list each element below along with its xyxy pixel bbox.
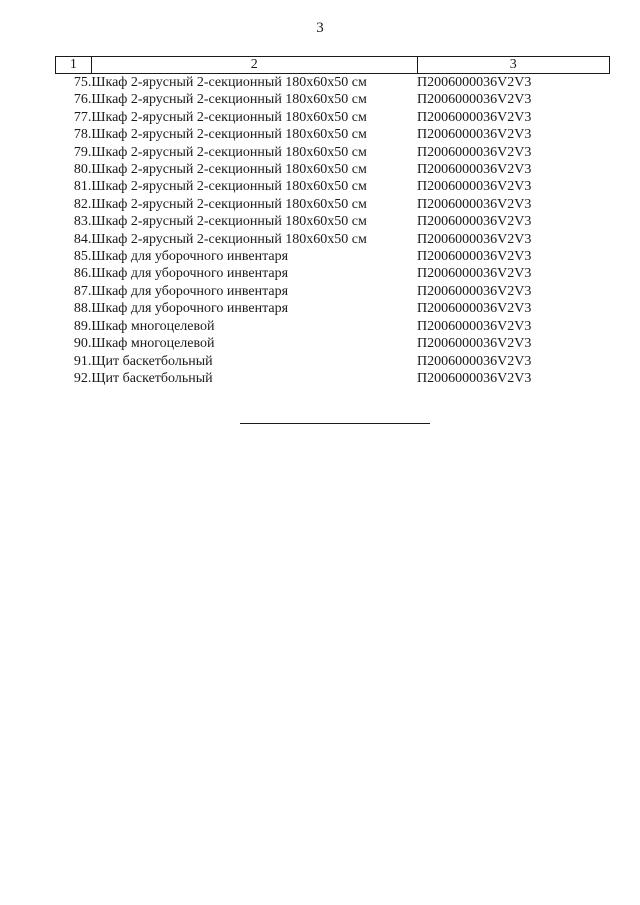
item-name: Шкаф 2-ярусный 2-секционный 180х60х50 см — [91, 109, 367, 125]
table-row — [56, 300, 610, 317]
table-row — [56, 126, 610, 143]
table-row — [56, 74, 610, 92]
item-name: Шкаф 2-ярусный 2-секционный 180х60х50 см — [91, 196, 367, 212]
table-header-row — [56, 57, 610, 74]
item-name: Шкаф многоцелевой — [91, 318, 215, 334]
table-row — [56, 91, 610, 108]
row-number: 82. — [73, 196, 92, 212]
item-code: П2006000036V2V3 — [417, 162, 532, 178]
table-row — [56, 265, 610, 282]
table-row — [56, 248, 610, 265]
item-code: П2006000036V2V3 — [417, 283, 532, 299]
item-name: Шкаф для уборочного инвентаря — [91, 266, 289, 282]
table-row — [56, 161, 610, 178]
row-number: 87. — [73, 283, 92, 299]
table-header — [56, 57, 610, 74]
item-code: П2006000036V2V3 — [417, 353, 532, 369]
item-code: П2006000036V2V3 — [417, 75, 532, 90]
item-name: Шкаф 2-ярусный 2-секционный 180х60х50 см — [91, 162, 367, 178]
item-name: Щит баскетбольный — [91, 370, 213, 386]
item-code: П2006000036V2V3 — [417, 231, 532, 247]
item-code: П2006000036V2V3 — [417, 144, 532, 160]
row-number: 78. — [73, 127, 92, 143]
item-code: П2006000036V2V3 — [417, 92, 532, 108]
item-name: Щит баскетбольный — [91, 353, 213, 369]
row-number: 86. — [73, 266, 92, 282]
table-row — [56, 213, 610, 230]
item-code: П2006000036V2V3 — [417, 196, 532, 212]
item-code: П2006000036V2V3 — [417, 318, 532, 334]
row-number: 83. — [73, 214, 92, 230]
item-name: Шкаф многоцелевой — [91, 336, 215, 352]
table-row — [56, 283, 610, 300]
row-number: 77. — [73, 109, 92, 125]
row-number: 90. — [73, 336, 92, 352]
item-name: Шкаф 2-ярусный 2-секционный 180х60х50 см — [91, 144, 367, 160]
table-row — [56, 370, 610, 387]
item-name: Шкаф для уборочного инвентаря — [91, 283, 289, 299]
item-code: П2006000036V2V3 — [417, 179, 532, 195]
table-row — [56, 353, 610, 370]
row-number: 85. — [73, 249, 92, 265]
column-header-3: 3 — [417, 57, 609, 74]
item-code: П2006000036V2V3 — [417, 370, 532, 386]
row-number: 88. — [73, 301, 92, 317]
table-row — [56, 196, 610, 213]
table-row — [56, 178, 610, 195]
item-code: П2006000036V2V3 — [417, 127, 532, 143]
table-row — [56, 318, 610, 335]
row-number: 91. — [73, 353, 92, 369]
item-name: Шкаф 2-ярусный 2-секционный 180х60х50 см — [91, 92, 367, 108]
table-row — [56, 335, 610, 352]
row-number: 89. — [73, 318, 92, 334]
item-name: Шкаф 2-ярусный 2-секционный 180х60х50 см — [91, 75, 367, 90]
row-number: 79. — [73, 144, 92, 160]
row-number: 80. — [73, 162, 92, 178]
row-number: 84. — [73, 231, 92, 247]
item-code: П2006000036V2V3 — [417, 214, 532, 230]
item-code: П2006000036V2V3 — [417, 336, 532, 352]
item-code: П2006000036V2V3 — [417, 301, 532, 317]
table-row — [56, 144, 610, 161]
end-divider-line — [240, 423, 430, 424]
item-name: Шкаф 2-ярусный 2-секционный 180х60х50 см — [91, 231, 367, 247]
inventory-table — [55, 56, 610, 387]
column-header-2: 2 — [91, 57, 417, 74]
item-code: П2006000036V2V3 — [417, 249, 532, 265]
item-name: Шкаф 2-ярусный 2-секционный 180х60х50 см — [91, 214, 367, 230]
table-row — [56, 231, 610, 248]
row-number: 81. — [73, 179, 92, 195]
item-name: Шкаф 2-ярусный 2-секционный 180х60х50 см — [91, 127, 367, 143]
page-number: 3 — [316, 20, 324, 36]
item-name: Шкаф для уборочного инвентаря — [91, 301, 289, 317]
item-code: П2006000036V2V3 — [417, 109, 532, 125]
table-body — [56, 74, 610, 388]
item-name: Шкаф 2-ярусный 2-секционный 180х60х50 см — [91, 179, 367, 195]
item-name: Шкаф для уборочного инвентаря — [91, 249, 289, 265]
row-number: 76. — [73, 92, 92, 108]
item-code: П2006000036V2V3 — [417, 266, 532, 282]
row-number: 75. — [73, 75, 92, 90]
column-header-1: 1 — [56, 57, 92, 74]
row-number: 92. — [73, 370, 92, 386]
table-row — [56, 109, 610, 126]
